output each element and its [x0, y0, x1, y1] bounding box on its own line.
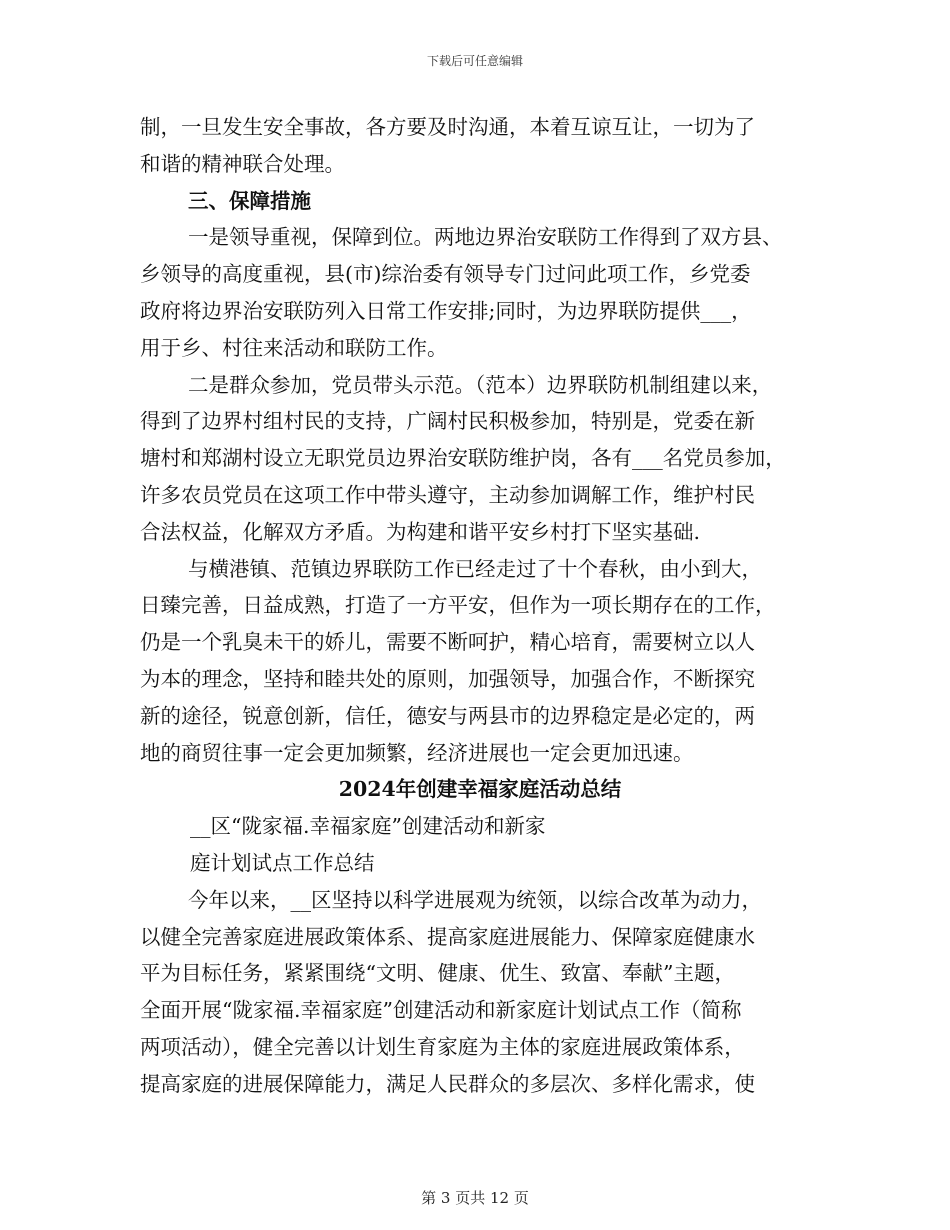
paragraph-line: 日臻完善，日益成熟，打造了一方平安，但作为一项长期存在的工作，	[140, 593, 776, 618]
paragraph-line: 得到了边界村组村民的支持，广阔村民积极参加，特别是，党委在新	[140, 409, 755, 434]
subtitle-line: __区“陇家福.幸福家庭”创建活动和新家	[190, 814, 546, 839]
section-heading: 三、保障措施	[188, 188, 311, 213]
paragraph-line: 提高家庭的进展保障能力，满足人民群众的多层次、多样化需求，使	[140, 1071, 755, 1096]
paragraph-line: 和谐的精神联合处理。	[140, 151, 345, 176]
paragraph-line: 政府将边界治安联防列入日常工作安排;同时，为边界联防提供___，	[140, 298, 752, 323]
paragraph-line: 乡领导的高度重视，县(市)综治委有领导专门过问此项工作，乡党委	[140, 262, 751, 287]
document-title: 2024年创建幸福家庭活动总结	[338, 777, 622, 802]
paragraph-line: 新的途径，锐意创新，信任，德安与两县市的边界稳定是必定的，两	[140, 703, 755, 728]
paragraph-line: 平为目标任务，紧紧围绕“文明、健康、优生、致富、奉献”主题，	[140, 961, 735, 986]
paragraph-line: 与横港镇、范镇边界联防工作已经走过了十个春秋，由小到大，	[188, 556, 762, 581]
paragraph-line: 以健全完善家庭进展政策体系、提高家庭进展能力、保障家庭健康水	[140, 924, 755, 949]
paragraph-line: 一是领导重视，保障到位。两地边界治安联防工作得到了双方县、	[188, 225, 783, 250]
paragraph-line: 用于乡、村往来活动和联防工作。	[140, 335, 448, 360]
paragraph-line: 二是群众参加，党员带头示范。（范本）边界联防机制组建以来，	[188, 372, 773, 397]
paragraph-line: 为本的理念，坚持和睦共处的原则，加强领导，加强合作，不断探究	[140, 666, 755, 691]
paragraph-line: 许多农员党员在这项工作中带头遵守，主动参加调解工作，维护村民	[140, 482, 755, 507]
paragraph-line: 塘村和郑湖村设立无职党员边界治安联防维护岗，各有___名党员参加，	[140, 446, 786, 471]
paragraph-line: 制，一旦发生安全事故，各方要及时沟通，本着互谅互让，一切为了	[140, 115, 755, 139]
paragraph-line: 仍是一个乳臭未干的娇儿，需要不断呵护，精心培育，需要树立以人	[140, 630, 755, 655]
document-body	[140, 109, 820, 1103]
paragraph-line: 今年以来，__区坚持以科学进展观为统领，以综合改革为动力，	[188, 887, 762, 912]
page-footer: 第 3 页共 12 页	[421, 1189, 529, 1207]
paragraph-line: 全面开展“陇家福.幸福家庭”创建活动和新家庭计划试点工作（简称	[140, 998, 742, 1023]
page-header: 下载后可任意编辑	[426, 54, 523, 68]
subtitle-line: 庭计划试点工作总结	[190, 850, 375, 875]
paragraph-line: 合法权益，化解双方矛盾。为构建和谐平安乡村打下坚实基础.	[140, 519, 701, 544]
paragraph-line: 两项活动），健全完善以计划生育家庭为主体的家庭进展政策体系，	[140, 1034, 745, 1059]
paragraph-line: 地的商贸往事一定会更加频繁，经济进展也一定会更加迅速。	[140, 740, 694, 765]
